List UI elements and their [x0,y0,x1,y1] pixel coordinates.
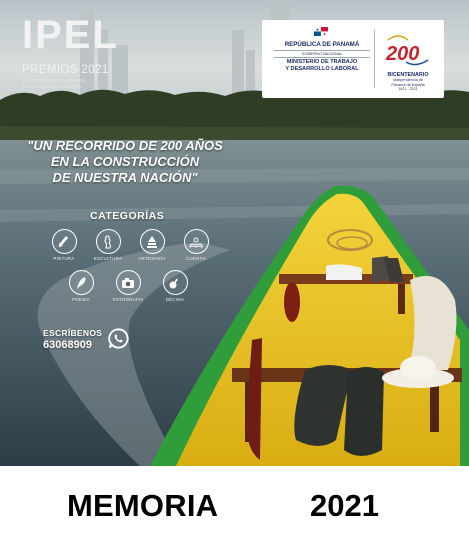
memoria-year: 2021 [310,488,379,523]
category-cuento [171,229,221,261]
bicentenario-sub-2: Panamá de España [391,82,425,87]
category-escultura [83,229,133,261]
panama-flag-icon [314,27,328,36]
category-label: CUENTO [186,256,206,261]
premios-sub-line-2: A LA CULTURA LABORAL [22,84,83,89]
book-icon [184,229,209,254]
ministry-line-2: Y DESARROLLO LABORAL [285,66,359,72]
category-label: PINTURA [53,256,75,261]
memoria-title: MEMORIA [67,488,219,523]
category-label: FOTOGRAFÍA [112,297,144,302]
category-poesia [56,270,106,302]
card-divider [374,30,375,88]
bicentenario-text [376,72,440,92]
guitar-icon [163,270,188,295]
craft-icon [140,229,165,254]
government-logos-card [262,20,444,98]
bicentenario-title: BICENTENARIO [387,72,429,78]
headline-line-3: DE NUESTRA NACIÓN" [52,170,198,185]
category-label: ESCULTURA [93,256,123,261]
category-label: ARTESANÍA [138,256,166,261]
category-artesania [127,229,177,261]
bicentenario-logo-number: 200 [386,43,420,65]
category-label: POESÍA [72,297,90,302]
government-label: GOBIERNO NACIONAL [274,50,370,58]
contact-block [43,328,102,351]
ipel-logo-text: IPEL [22,18,119,57]
premios-subtitle [22,78,87,90]
category-decima [150,270,200,302]
bicentenario-logo [384,30,432,70]
bicentenario-sub-1: Independencia de [392,78,424,82]
categories-heading: CATEGORÍAS [90,210,165,222]
republic-label: REPÚBLICA DE PANAMÁ [284,41,360,48]
whatsapp-icon [107,327,130,350]
headline-quote [8,138,242,186]
contact-phone: 63068909 [43,339,92,351]
bicentenario-years: 1821 - 2021 [398,87,418,92]
ministry-text [274,41,370,73]
category-pintura [39,229,89,261]
headline-line-2: EN LA CONSTRUCCIÓN [50,154,200,169]
brush-icon [52,229,77,254]
camera-icon [116,270,141,295]
category-fotografia [103,270,153,302]
headline-line-1: "UN RECORRIDO DE 200 AÑOS [27,138,223,153]
category-label: DÉCIMA [165,297,185,302]
sculpture-icon [96,229,121,254]
ipel-logo [22,18,138,58]
premios-sub-line-1: XII CONCURSO NACIONAL [22,78,87,83]
ministry-line-1: MINISTERIO DE TRABAJO [286,59,358,65]
quill-icon [69,270,94,295]
contact-label: ESCRÍBENOS [43,328,103,338]
premios-title: PREMIOS 2021 [22,64,109,76]
